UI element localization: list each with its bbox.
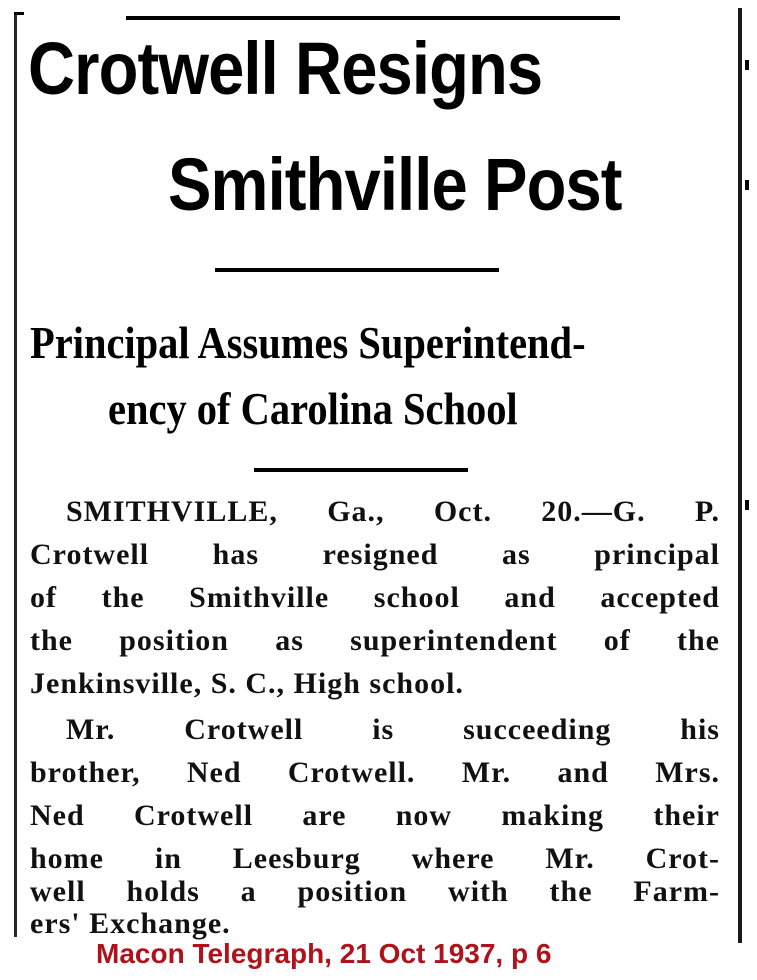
body-line: ers' Exchange. <box>30 907 231 940</box>
column-border-tick <box>14 12 24 15</box>
body-line: of the Smithville school and accepted <box>30 581 720 614</box>
column-border-tick <box>745 60 749 70</box>
headline-divider <box>215 268 499 272</box>
headline-line-2: Smithville Post <box>168 143 622 226</box>
source-caption: Macon Telegraph, 21 Oct 1937, p 6 <box>96 938 552 969</box>
top-rule <box>126 16 620 20</box>
column-border-tick <box>745 500 749 510</box>
subheadline-line-1: Principal Assumes Superintend- <box>30 317 586 368</box>
subheadline-divider <box>254 468 468 472</box>
body-line: Ned Crotwell are now making their <box>30 799 720 832</box>
body-line: SMITHVILLE, Ga., Oct. 20.—G. P. <box>66 495 720 528</box>
subheadline-line-2: ency of Carolina School <box>108 383 518 434</box>
column-border-left <box>14 12 17 937</box>
body-line: the position as superintendent of the <box>30 624 720 657</box>
body-line: Jenkinsville, S. C., High school. <box>30 667 464 700</box>
body-line: Crotwell has resigned as principal <box>30 538 720 571</box>
body-line: well holds a position with the Farm- <box>30 875 720 908</box>
body-line: brother, Ned Crotwell. Mr. and Mrs. <box>30 756 720 789</box>
headline-line-1: Crotwell Resigns <box>28 27 543 110</box>
body-line: Mr. Crotwell is succeeding his <box>66 713 720 746</box>
body-line: home in Leesburg where Mr. Crot- <box>30 842 720 875</box>
